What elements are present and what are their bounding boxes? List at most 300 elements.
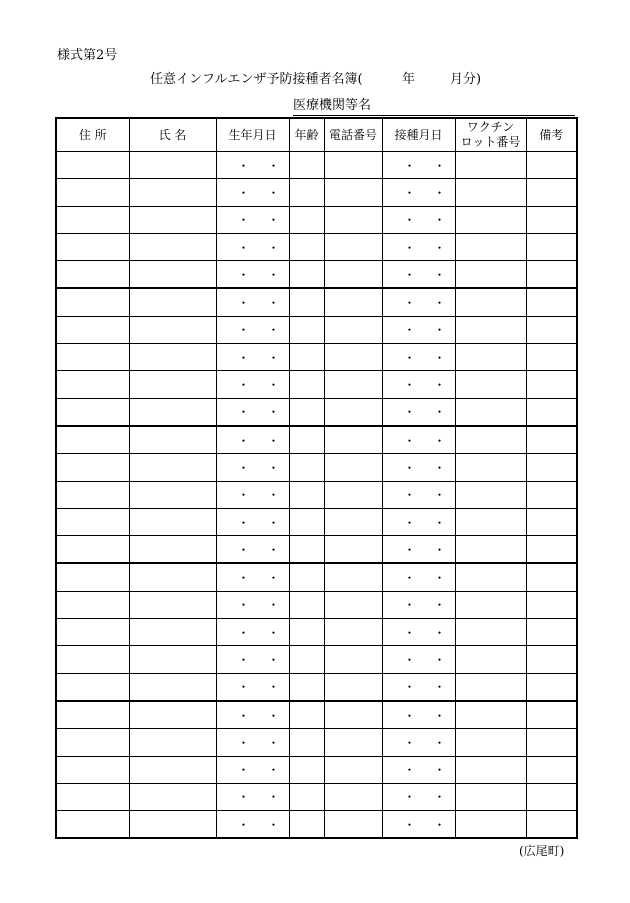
cell-address[interactable] bbox=[56, 756, 129, 783]
cell-remarks[interactable] bbox=[526, 701, 577, 729]
date-dot: ・ bbox=[237, 185, 250, 200]
cell-birthdate[interactable] bbox=[216, 206, 289, 233]
cell-address[interactable] bbox=[56, 811, 129, 839]
table-row bbox=[56, 756, 577, 783]
date-separators bbox=[232, 323, 280, 338]
cell-phone[interactable] bbox=[324, 783, 382, 810]
cell-birthdate[interactable] bbox=[216, 344, 289, 371]
date-separators bbox=[398, 571, 446, 586]
date-dot: ・ bbox=[433, 267, 446, 282]
date-dot: ・ bbox=[237, 542, 250, 557]
date-separators bbox=[398, 598, 446, 613]
cell-remarks[interactable] bbox=[526, 233, 577, 260]
cell-name[interactable] bbox=[129, 179, 216, 206]
col-header-address: 住 所 bbox=[56, 118, 129, 152]
cell-remarks[interactable] bbox=[526, 811, 577, 839]
cell-address[interactable] bbox=[56, 344, 129, 371]
cell-phone[interactable] bbox=[324, 152, 382, 179]
cell-age[interactable] bbox=[289, 454, 324, 481]
cell-address[interactable] bbox=[56, 288, 129, 316]
cell-age[interactable] bbox=[289, 152, 324, 179]
cell-address[interactable] bbox=[56, 371, 129, 398]
cell-birthdate[interactable] bbox=[216, 426, 289, 454]
date-separators bbox=[232, 158, 280, 173]
date-dot: ・ bbox=[403, 378, 416, 393]
cell-remarks[interactable] bbox=[526, 206, 577, 233]
date-separators bbox=[232, 571, 280, 586]
cell-age[interactable] bbox=[289, 371, 324, 398]
cell-birthdate[interactable] bbox=[216, 371, 289, 398]
title-month: 月分) bbox=[450, 72, 482, 87]
cell-address[interactable] bbox=[56, 233, 129, 260]
cell-phone[interactable] bbox=[324, 261, 382, 289]
cell-birthdate[interactable] bbox=[216, 261, 289, 289]
cell-lot-number[interactable] bbox=[455, 481, 526, 508]
title-year: 年 bbox=[402, 72, 416, 87]
cell-phone[interactable] bbox=[324, 811, 382, 839]
date-dot: ・ bbox=[267, 680, 280, 695]
cell-vaccination-date[interactable] bbox=[382, 536, 455, 564]
col-header-phone: 電話番号 bbox=[324, 118, 382, 152]
cell-vaccination-date[interactable] bbox=[382, 646, 455, 673]
cell-name[interactable] bbox=[129, 398, 216, 426]
cell-remarks[interactable] bbox=[526, 563, 577, 591]
cell-remarks[interactable] bbox=[526, 756, 577, 783]
cell-address[interactable] bbox=[56, 673, 129, 701]
date-dot: ・ bbox=[267, 488, 280, 503]
cell-lot-number[interactable] bbox=[455, 783, 526, 810]
cell-name[interactable] bbox=[129, 426, 216, 454]
cell-lot-number[interactable] bbox=[455, 756, 526, 783]
cell-name[interactable] bbox=[129, 646, 216, 673]
cell-phone[interactable] bbox=[324, 233, 382, 260]
cell-remarks[interactable] bbox=[526, 344, 577, 371]
table-row bbox=[56, 426, 577, 454]
cell-age[interactable] bbox=[289, 646, 324, 673]
cell-birthdate[interactable] bbox=[216, 481, 289, 508]
date-dot: ・ bbox=[403, 296, 416, 311]
cell-address[interactable] bbox=[56, 261, 129, 289]
cell-name[interactable] bbox=[129, 701, 216, 729]
cell-remarks[interactable] bbox=[526, 646, 577, 673]
cell-remarks[interactable] bbox=[526, 536, 577, 564]
date-dot: ・ bbox=[267, 350, 280, 365]
date-dot: ・ bbox=[403, 625, 416, 640]
cell-age[interactable] bbox=[289, 398, 324, 426]
cell-phone[interactable] bbox=[324, 729, 382, 756]
cell-lot-number[interactable] bbox=[455, 619, 526, 646]
cell-address[interactable] bbox=[56, 646, 129, 673]
date-dot: ・ bbox=[237, 488, 250, 503]
table-row bbox=[56, 152, 577, 179]
cell-lot-number[interactable] bbox=[455, 398, 526, 426]
cell-remarks[interactable] bbox=[526, 783, 577, 810]
date-dot: ・ bbox=[433, 763, 446, 778]
date-dot: ・ bbox=[403, 405, 416, 420]
cell-birthdate[interactable] bbox=[216, 152, 289, 179]
cell-age[interactable] bbox=[289, 481, 324, 508]
cell-address[interactable] bbox=[56, 536, 129, 564]
date-dot: ・ bbox=[403, 240, 416, 255]
table-row bbox=[56, 288, 577, 316]
cell-vaccination-date[interactable] bbox=[382, 619, 455, 646]
cell-address[interactable] bbox=[56, 619, 129, 646]
cell-phone[interactable] bbox=[324, 508, 382, 535]
cell-age[interactable] bbox=[289, 591, 324, 618]
cell-lot-number[interactable] bbox=[455, 316, 526, 343]
footer-note: (広尾町) bbox=[519, 844, 565, 858]
cell-birthdate[interactable] bbox=[216, 316, 289, 343]
cell-age[interactable] bbox=[289, 756, 324, 783]
cell-name[interactable] bbox=[129, 233, 216, 260]
table-row bbox=[56, 316, 577, 343]
cell-age[interactable] bbox=[289, 811, 324, 839]
cell-phone[interactable] bbox=[324, 646, 382, 673]
date-dot: ・ bbox=[433, 488, 446, 503]
date-dot: ・ bbox=[237, 571, 250, 586]
date-dot: ・ bbox=[433, 790, 446, 805]
cell-phone[interactable] bbox=[324, 344, 382, 371]
date-dot: ・ bbox=[403, 763, 416, 778]
cell-lot-number[interactable] bbox=[455, 729, 526, 756]
cell-birthdate[interactable] bbox=[216, 398, 289, 426]
cell-phone[interactable] bbox=[324, 673, 382, 701]
cell-birthdate[interactable] bbox=[216, 729, 289, 756]
cell-remarks[interactable] bbox=[526, 398, 577, 426]
date-dot: ・ bbox=[237, 790, 250, 805]
cell-name[interactable] bbox=[129, 316, 216, 343]
cell-vaccination-date[interactable] bbox=[382, 454, 455, 481]
cell-remarks[interactable] bbox=[526, 179, 577, 206]
cell-address[interactable] bbox=[56, 701, 129, 729]
cell-name[interactable] bbox=[129, 811, 216, 839]
cell-name[interactable] bbox=[129, 454, 216, 481]
date-dot: ・ bbox=[267, 378, 280, 393]
date-separators bbox=[232, 680, 280, 695]
cell-phone[interactable] bbox=[324, 371, 382, 398]
date-dot: ・ bbox=[237, 680, 250, 695]
cell-vaccination-date[interactable] bbox=[382, 701, 455, 729]
cell-age[interactable] bbox=[289, 508, 324, 535]
cell-lot-number[interactable] bbox=[455, 371, 526, 398]
cell-phone[interactable] bbox=[324, 316, 382, 343]
cell-birthdate[interactable] bbox=[216, 756, 289, 783]
cell-age[interactable] bbox=[289, 563, 324, 591]
cell-phone[interactable] bbox=[324, 288, 382, 316]
cell-vaccination-date[interactable] bbox=[382, 206, 455, 233]
cell-address[interactable] bbox=[56, 152, 129, 179]
cell-address[interactable] bbox=[56, 316, 129, 343]
col-header-age: 年齢 bbox=[289, 118, 324, 152]
cell-vaccination-date[interactable] bbox=[382, 344, 455, 371]
cell-remarks[interactable] bbox=[526, 729, 577, 756]
cell-lot-number[interactable] bbox=[455, 563, 526, 591]
date-separators bbox=[398, 405, 446, 420]
cell-remarks[interactable] bbox=[526, 619, 577, 646]
cell-birthdate[interactable] bbox=[216, 811, 289, 839]
date-dot: ・ bbox=[433, 350, 446, 365]
date-dot: ・ bbox=[267, 598, 280, 613]
cell-age[interactable] bbox=[289, 179, 324, 206]
cell-phone[interactable] bbox=[324, 563, 382, 591]
cell-vaccination-date[interactable] bbox=[382, 179, 455, 206]
cell-age[interactable] bbox=[289, 206, 324, 233]
cell-age[interactable] bbox=[289, 344, 324, 371]
cell-phone[interactable] bbox=[324, 426, 382, 454]
table-row bbox=[56, 398, 577, 426]
cell-birthdate[interactable] bbox=[216, 563, 289, 591]
date-separators bbox=[232, 763, 280, 778]
cell-vaccination-date[interactable] bbox=[382, 371, 455, 398]
date-dot: ・ bbox=[237, 378, 250, 393]
cell-name[interactable] bbox=[129, 619, 216, 646]
cell-vaccination-date[interactable] bbox=[382, 729, 455, 756]
cell-lot-number[interactable] bbox=[455, 646, 526, 673]
date-dot: ・ bbox=[433, 542, 446, 557]
date-separators bbox=[232, 185, 280, 200]
cell-name[interactable] bbox=[129, 729, 216, 756]
date-dot: ・ bbox=[237, 735, 250, 750]
cell-address[interactable] bbox=[56, 206, 129, 233]
date-separators bbox=[232, 240, 280, 255]
date-dot: ・ bbox=[433, 708, 446, 723]
table-row bbox=[56, 729, 577, 756]
cell-address[interactable] bbox=[56, 481, 129, 508]
cell-lot-number[interactable] bbox=[455, 508, 526, 535]
cell-age[interactable] bbox=[289, 233, 324, 260]
date-separators bbox=[398, 460, 446, 475]
cell-address[interactable] bbox=[56, 179, 129, 206]
date-dot: ・ bbox=[267, 542, 280, 557]
date-dot: ・ bbox=[403, 790, 416, 805]
date-dot: ・ bbox=[267, 708, 280, 723]
date-dot: ・ bbox=[267, 571, 280, 586]
date-separators bbox=[398, 488, 446, 503]
cell-phone[interactable] bbox=[324, 398, 382, 426]
cell-age[interactable] bbox=[289, 316, 324, 343]
date-dot: ・ bbox=[267, 790, 280, 805]
cell-address[interactable] bbox=[56, 591, 129, 618]
cell-name[interactable] bbox=[129, 371, 216, 398]
cell-address[interactable] bbox=[56, 398, 129, 426]
date-separators bbox=[232, 267, 280, 282]
cell-name[interactable] bbox=[129, 152, 216, 179]
date-dot: ・ bbox=[403, 185, 416, 200]
cell-vaccination-date[interactable] bbox=[382, 288, 455, 316]
cell-age[interactable] bbox=[289, 288, 324, 316]
cell-age[interactable] bbox=[289, 701, 324, 729]
cell-vaccination-date[interactable] bbox=[382, 811, 455, 839]
date-dot: ・ bbox=[267, 158, 280, 173]
cell-address[interactable] bbox=[56, 729, 129, 756]
cell-name[interactable] bbox=[129, 783, 216, 810]
cell-lot-number[interactable] bbox=[455, 288, 526, 316]
cell-name[interactable] bbox=[129, 756, 216, 783]
cell-phone[interactable] bbox=[324, 591, 382, 618]
col-header-lot-number: ワクチン ロット番号 bbox=[455, 118, 526, 152]
date-separators bbox=[398, 708, 446, 723]
cell-vaccination-date[interactable] bbox=[382, 783, 455, 810]
table-row bbox=[56, 261, 577, 289]
date-dot: ・ bbox=[433, 240, 446, 255]
date-separators bbox=[232, 625, 280, 640]
cell-birthdate[interactable] bbox=[216, 536, 289, 564]
cell-remarks[interactable] bbox=[526, 371, 577, 398]
date-separators bbox=[398, 213, 446, 228]
cell-birthdate[interactable] bbox=[216, 646, 289, 673]
date-dot: ・ bbox=[267, 296, 280, 311]
cell-birthdate[interactable] bbox=[216, 673, 289, 701]
date-separators bbox=[398, 542, 446, 557]
cell-lot-number[interactable] bbox=[455, 233, 526, 260]
date-dot: ・ bbox=[403, 598, 416, 613]
cell-lot-number[interactable] bbox=[455, 152, 526, 179]
cell-birthdate[interactable] bbox=[216, 701, 289, 729]
institution-name-field[interactable] bbox=[293, 94, 575, 116]
title-main: 任意インフルエンザ予防接種者名簿( bbox=[150, 72, 363, 87]
cell-phone[interactable] bbox=[324, 756, 382, 783]
cell-vaccination-date[interactable] bbox=[382, 673, 455, 701]
date-separators bbox=[398, 433, 446, 448]
cell-phone[interactable] bbox=[324, 454, 382, 481]
cell-vaccination-date[interactable] bbox=[382, 426, 455, 454]
cell-name[interactable] bbox=[129, 591, 216, 618]
date-separators bbox=[232, 515, 280, 530]
cell-vaccination-date[interactable] bbox=[382, 591, 455, 618]
cell-phone[interactable] bbox=[324, 481, 382, 508]
date-dot: ・ bbox=[267, 323, 280, 338]
cell-address[interactable] bbox=[56, 508, 129, 535]
cell-name[interactable] bbox=[129, 536, 216, 564]
cell-lot-number[interactable] bbox=[455, 426, 526, 454]
cell-remarks[interactable] bbox=[526, 316, 577, 343]
cell-lot-number[interactable] bbox=[455, 206, 526, 233]
cell-birthdate[interactable] bbox=[216, 591, 289, 618]
cell-phone[interactable] bbox=[324, 701, 382, 729]
cell-name[interactable] bbox=[129, 481, 216, 508]
cell-vaccination-date[interactable] bbox=[382, 152, 455, 179]
date-dot: ・ bbox=[267, 652, 280, 667]
date-dot: ・ bbox=[237, 296, 250, 311]
cell-birthdate[interactable] bbox=[216, 619, 289, 646]
date-dot: ・ bbox=[433, 680, 446, 695]
cell-lot-number[interactable] bbox=[455, 261, 526, 289]
cell-lot-number[interactable] bbox=[455, 591, 526, 618]
date-dot: ・ bbox=[237, 158, 250, 173]
date-separators bbox=[232, 296, 280, 311]
table-row bbox=[56, 619, 577, 646]
date-separators bbox=[398, 267, 446, 282]
cell-remarks[interactable] bbox=[526, 673, 577, 701]
cell-name[interactable] bbox=[129, 288, 216, 316]
cell-vaccination-date[interactable] bbox=[382, 316, 455, 343]
cell-lot-number[interactable] bbox=[455, 179, 526, 206]
cell-age[interactable] bbox=[289, 619, 324, 646]
cell-name[interactable] bbox=[129, 563, 216, 591]
table-row bbox=[56, 536, 577, 564]
cell-age[interactable] bbox=[289, 426, 324, 454]
cell-birthdate[interactable] bbox=[216, 233, 289, 260]
cell-remarks[interactable] bbox=[526, 288, 577, 316]
date-separators bbox=[232, 817, 280, 832]
table-row bbox=[56, 646, 577, 673]
cell-name[interactable] bbox=[129, 261, 216, 289]
cell-vaccination-date[interactable] bbox=[382, 563, 455, 591]
cell-name[interactable] bbox=[129, 344, 216, 371]
date-separators bbox=[398, 817, 446, 832]
cell-remarks[interactable] bbox=[526, 591, 577, 618]
register-table bbox=[55, 117, 578, 839]
cell-vaccination-date[interactable] bbox=[382, 481, 455, 508]
cell-vaccination-date[interactable] bbox=[382, 508, 455, 535]
cell-age[interactable] bbox=[289, 729, 324, 756]
cell-birthdate[interactable] bbox=[216, 783, 289, 810]
cell-remarks[interactable] bbox=[526, 426, 577, 454]
cell-birthdate[interactable] bbox=[216, 454, 289, 481]
cell-address[interactable] bbox=[56, 783, 129, 810]
cell-remarks[interactable] bbox=[526, 152, 577, 179]
cell-birthdate[interactable] bbox=[216, 288, 289, 316]
date-dot: ・ bbox=[237, 433, 250, 448]
date-dot: ・ bbox=[237, 817, 250, 832]
date-dot: ・ bbox=[237, 763, 250, 778]
table-row bbox=[56, 591, 577, 618]
cell-birthdate[interactable] bbox=[216, 179, 289, 206]
cell-remarks[interactable] bbox=[526, 261, 577, 289]
date-separators bbox=[232, 460, 280, 475]
cell-address[interactable] bbox=[56, 454, 129, 481]
cell-age[interactable] bbox=[289, 673, 324, 701]
cell-lot-number[interactable] bbox=[455, 536, 526, 564]
date-dot: ・ bbox=[267, 240, 280, 255]
col-header-name: 氏 名 bbox=[129, 118, 216, 152]
cell-remarks[interactable] bbox=[526, 481, 577, 508]
cell-remarks[interactable] bbox=[526, 454, 577, 481]
cell-lot-number[interactable] bbox=[455, 673, 526, 701]
cell-lot-number[interactable] bbox=[455, 454, 526, 481]
cell-age[interactable] bbox=[289, 783, 324, 810]
cell-birthdate[interactable] bbox=[216, 508, 289, 535]
cell-remarks[interactable] bbox=[526, 508, 577, 535]
date-separators bbox=[398, 378, 446, 393]
cell-phone[interactable] bbox=[324, 206, 382, 233]
date-separators bbox=[398, 350, 446, 365]
col-header-remarks: 備考 bbox=[526, 118, 577, 152]
cell-phone[interactable] bbox=[324, 619, 382, 646]
date-separators bbox=[232, 378, 280, 393]
cell-address[interactable] bbox=[56, 426, 129, 454]
cell-vaccination-date[interactable] bbox=[382, 261, 455, 289]
date-dot: ・ bbox=[267, 185, 280, 200]
cell-lot-number[interactable] bbox=[455, 344, 526, 371]
cell-phone[interactable] bbox=[324, 179, 382, 206]
cell-vaccination-date[interactable] bbox=[382, 233, 455, 260]
cell-age[interactable] bbox=[289, 261, 324, 289]
cell-lot-number[interactable] bbox=[455, 811, 526, 839]
cell-age[interactable] bbox=[289, 536, 324, 564]
cell-name[interactable] bbox=[129, 673, 216, 701]
date-dot: ・ bbox=[403, 680, 416, 695]
cell-vaccination-date[interactable] bbox=[382, 398, 455, 426]
table-row bbox=[56, 811, 577, 839]
cell-phone[interactable] bbox=[324, 536, 382, 564]
cell-name[interactable] bbox=[129, 206, 216, 233]
date-separators bbox=[398, 185, 446, 200]
cell-name[interactable] bbox=[129, 508, 216, 535]
cell-vaccination-date[interactable] bbox=[382, 756, 455, 783]
cell-address[interactable] bbox=[56, 563, 129, 591]
cell-lot-number[interactable] bbox=[455, 701, 526, 729]
